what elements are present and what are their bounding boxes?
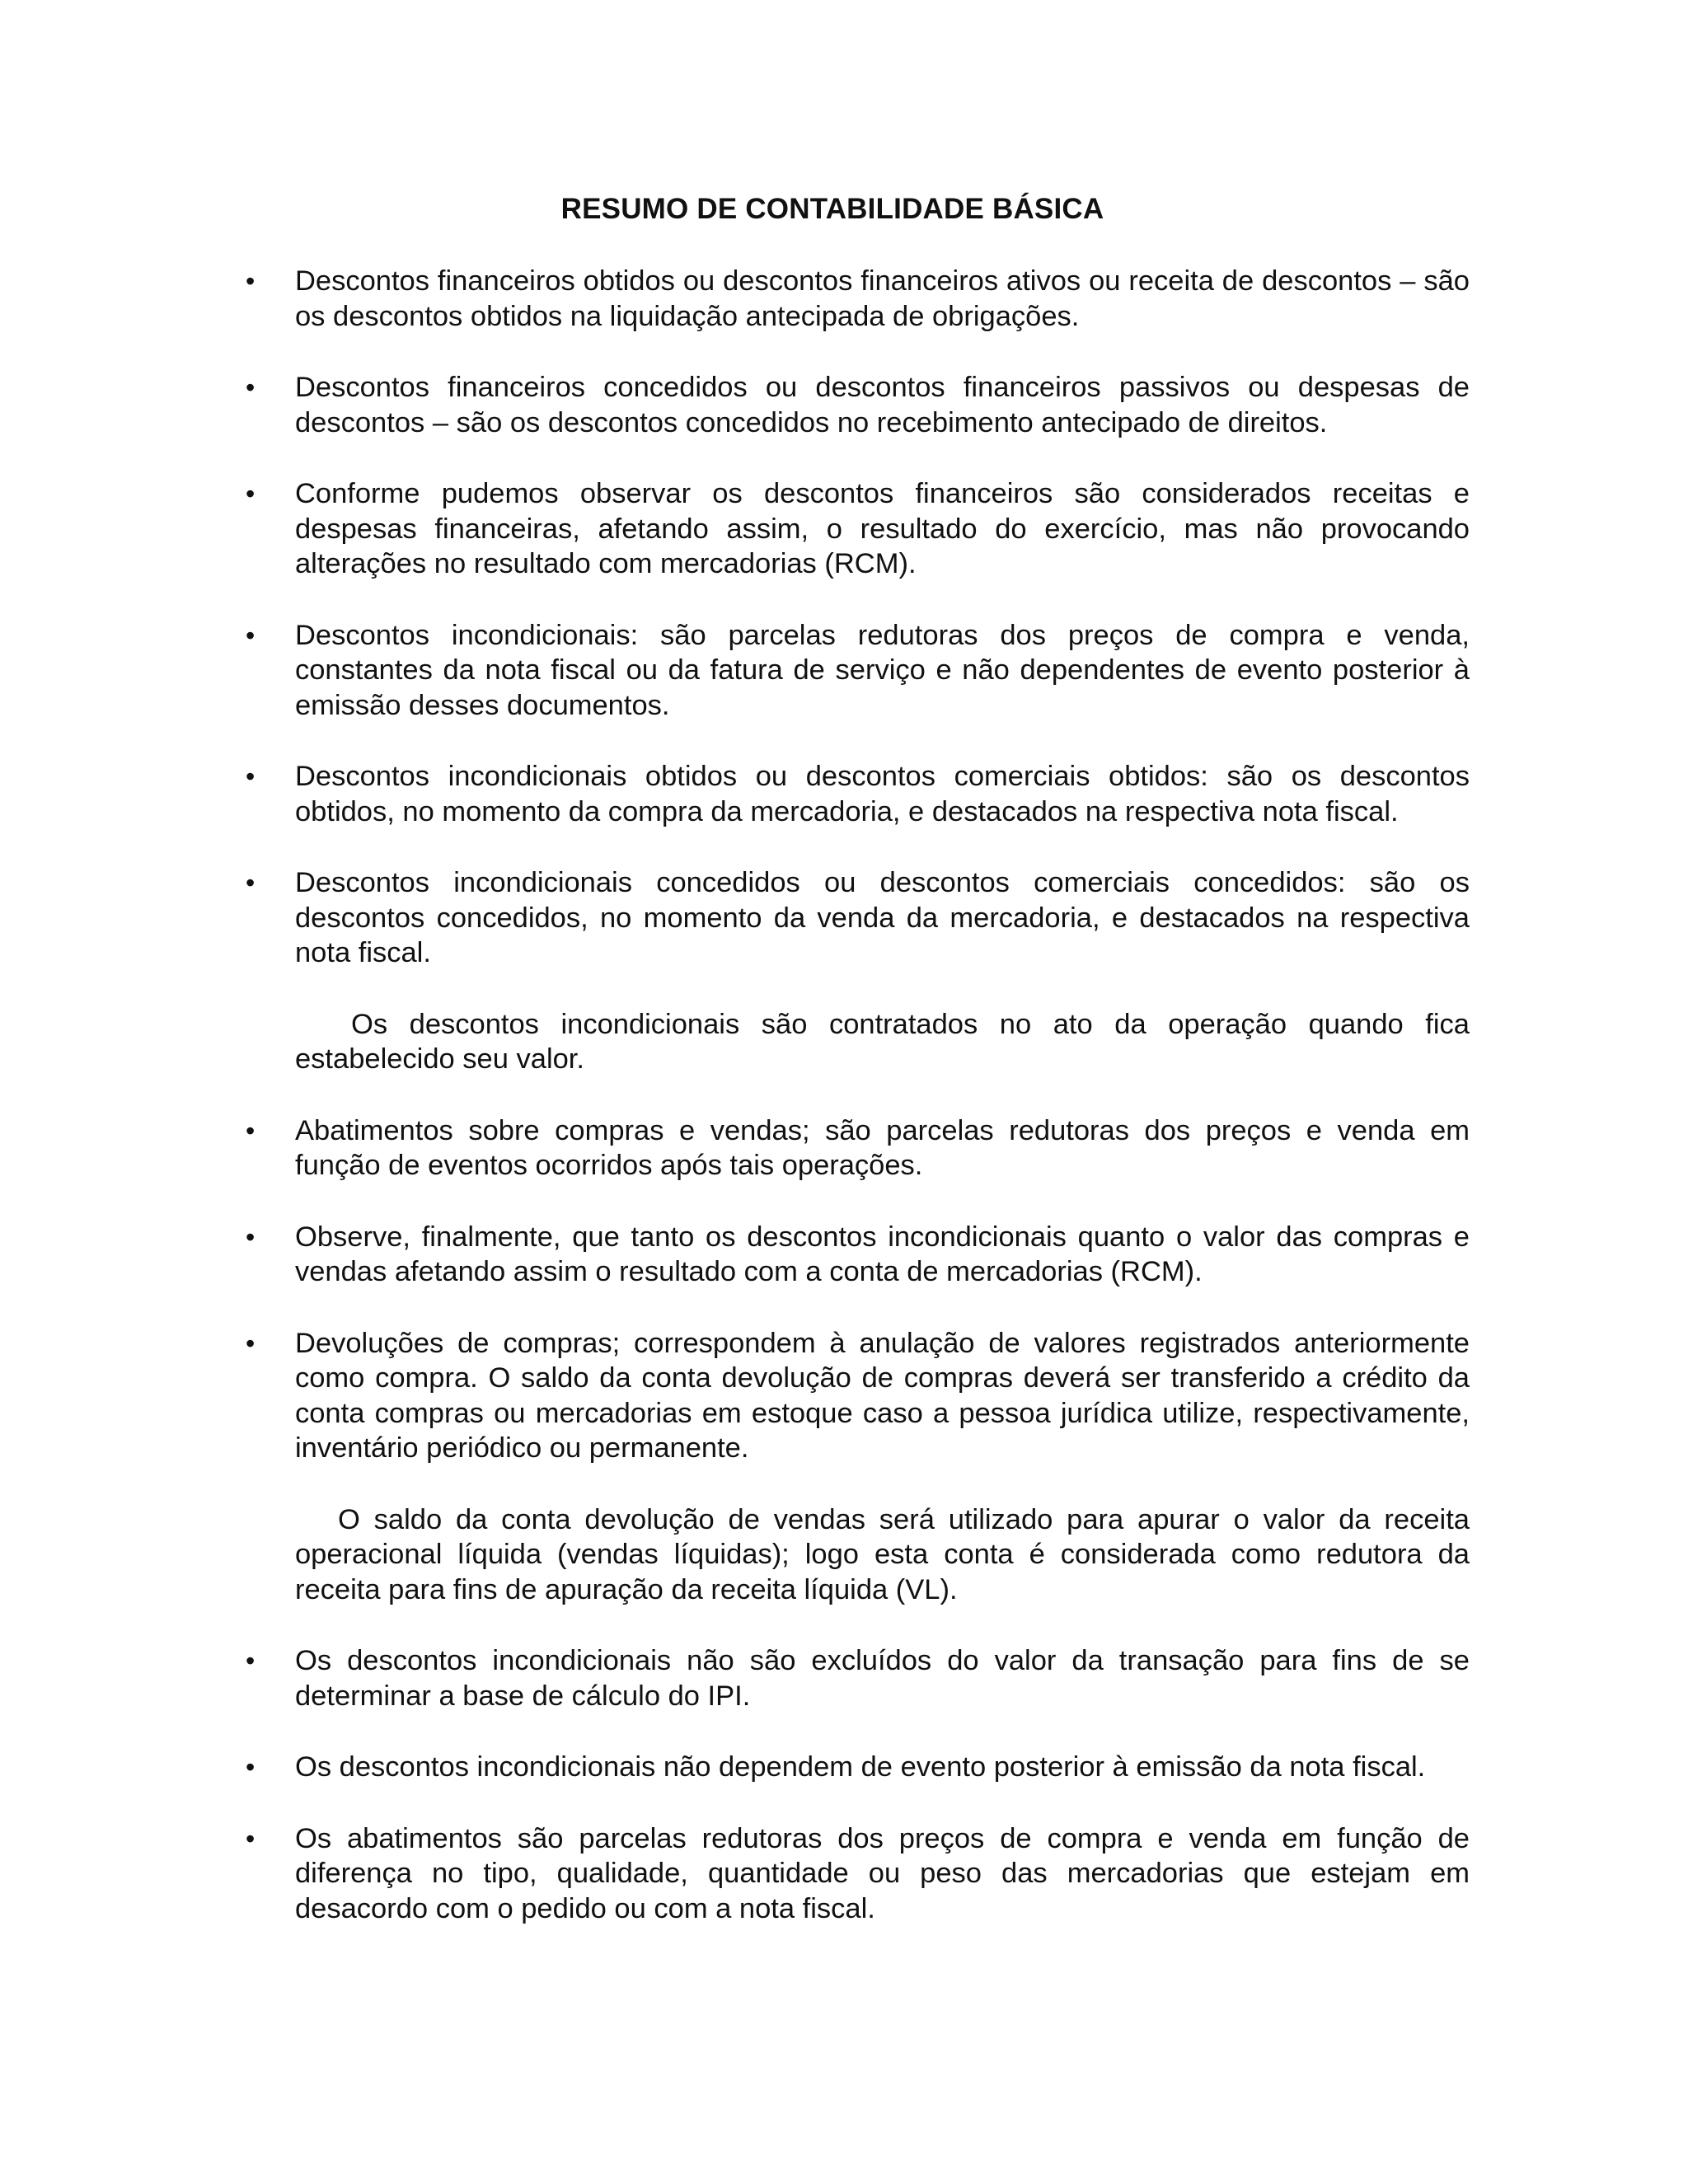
bullet-item: • Abatimentos sobre compras e vendas; são parcelas redutoras dos preços e venda em função de eventos ocorridos após tais operações. xyxy=(295,1113,1470,1183)
bullet-item: • Observe, finalmente, que tanto os descontos incondicionais quanto o valor das compras e vendas afetando assim o resultado com a conta de mercadorias (RCM). xyxy=(295,1220,1470,1290)
bullet-item: • Descontos incondicionais concedidos ou descontos comerciais concedidos: são os descontos concedidos, no momento da venda da mercadoria, e destacados na respectiva nota fiscal. xyxy=(295,865,1470,971)
bullet-item: • Os descontos incondicionais não são excluídos do valor da transação para fins de se determinar a base de cálculo do IPI. xyxy=(295,1643,1470,1713)
indented-paragraph: O saldo da conta devolução de vendas será utilizado para apurar o valor da receita operacional líquida (vendas líquidas); logo esta conta é considerada como redutora da receita para fins de apuração da receita líquida (VL). xyxy=(295,1503,1470,1605)
indented-paragraph: Os descontos incondicionais são contratados no ato da operação quando fica estabelecido seu valor. xyxy=(295,1008,1470,1075)
document-title: RESUMO DE CONTABILIDADE BÁSICA xyxy=(560,193,1104,225)
bullet-item: • Descontos financeiros obtidos ou descontos financeiros ativos ou receita de descontos – são os descontos obtidos na liquidação antecipada de obrigações. xyxy=(295,264,1470,334)
bullet-item: • Descontos incondicionais obtidos ou descontos comerciais obtidos: são os descontos obtidos, no momento da compra da mercadoria, e destacados na respectiva nota fiscal. xyxy=(295,759,1470,829)
bullet-item: • Conforme pudemos observar os descontos financeiros são considerados receitas e despesas financeiras, afetando assim, o resultado do exercício, mas não provocando alterações no resultado com mercadorias (RCM). xyxy=(295,476,1470,582)
bullet-item: • Devoluções de compras; correspondem à anulação de valores registrados anteriormente como compra. O saldo da conta devolução de compras deverá ser transferido a crédito da conta compras ou mercadorias em estoque caso a pessoa jurídica utilize, respectivamente, inventário periódico ou permanente. xyxy=(295,1326,1470,1466)
bullet-item: • Descontos financeiros concedidos ou descontos financeiros passivos ou despesas de descontos – são os descontos concedidos no recebimento antecipado de direitos. xyxy=(295,370,1470,440)
bullet-item: • Descontos incondicionais: são parcelas redutoras dos preços de compra e venda, constantes da nota fiscal ou da fatura de serviço e não dependentes de evento posterior à emissão desses documentos. xyxy=(295,618,1470,724)
bullet-item: • Os abatimentos são parcelas redutoras dos preços de compra e venda em função de diferença no tipo, qualidade, quantidade ou peso das mercadorias que estejam em desacordo com o pedido ou com a nota fiscal. xyxy=(295,1821,1470,1927)
document-body xyxy=(295,264,1470,1962)
bullet-item: • Os descontos incondicionais não dependem de evento posterior à emissão da nota fiscal. xyxy=(295,1750,1470,1785)
